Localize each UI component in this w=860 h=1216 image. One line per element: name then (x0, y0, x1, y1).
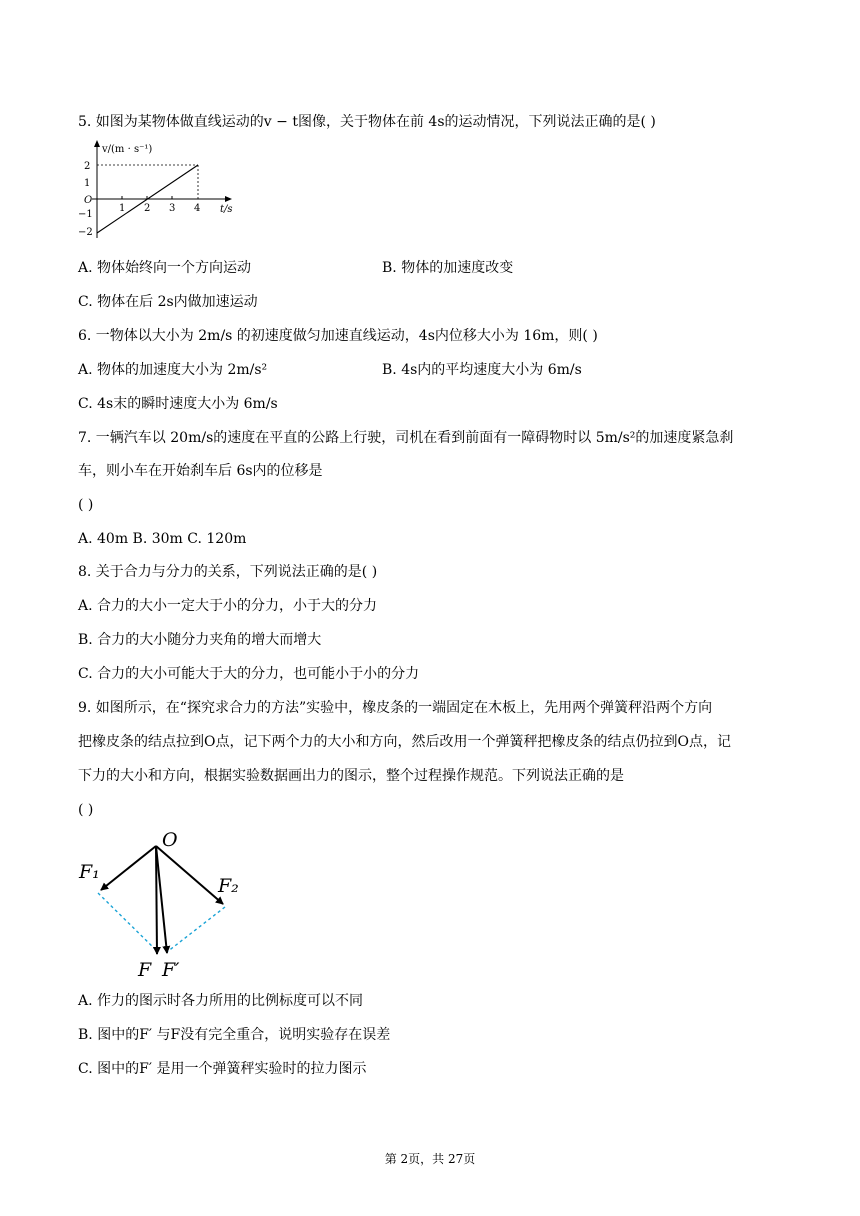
q7-stem-1: 7. 一辆汽车以 20m/s的速度在平直的公路上行驶，司机在看到前面有一障碍物时以 5m/s²的加速度紧急刹 (78, 430, 734, 446)
q9-stem-2: 把橡皮条的结点拉到O点，记下两个力的大小和方向，然后改用一个弹簧秤把橡皮条的结点仍拉到O点，记 (78, 734, 731, 750)
dashed-side-left (98, 893, 158, 952)
page-footer: 第 2页，共 27页 (384, 1152, 476, 1166)
q6-stem: 6. 一物体以大小为 2m/s 的初速度做匀加速直线运动，4s内位移大小为 16m，则( ) (78, 328, 598, 344)
y-axis-arrow (94, 140, 100, 147)
xtick-2: 2 (144, 203, 151, 214)
label-o: O (162, 829, 178, 851)
label-f2: F₂ (218, 875, 239, 897)
xtick-4: 4 (194, 203, 201, 214)
dashed-side-right (167, 907, 225, 952)
x-label: t/s (220, 204, 233, 215)
f2-arrow (156, 846, 223, 904)
label-f1: F₁ (79, 861, 100, 883)
q6-option-b: B. 4s内的平均速度大小为 6m/s (382, 362, 582, 378)
xtick-1: 1 (119, 203, 126, 214)
q7-stem-2: 车，则小车在开始刹车后 6s内的位移是 (78, 463, 323, 479)
q6-option-c: C. 4s末的瞬时速度大小为 6m/s (78, 396, 278, 412)
q7-options: A. 40m B. 30m C. 120m (78, 531, 247, 547)
label-f-prime: F′ (162, 959, 180, 981)
xtick-3: 3 (169, 203, 176, 214)
origin-label: O (84, 195, 93, 206)
q5-option-b: B. 物体的加速度改变 (382, 260, 514, 276)
ytick-1: 1 (84, 178, 91, 189)
q9-option-b: B. 图中的F′ 与F没有完全重合，说明实验存在误差 (78, 1027, 391, 1043)
q8-stem: 8. 关于合力与分力的关系，下列说法正确的是( ) (78, 564, 378, 580)
q6-option-a: A. 物体的加速度大小为 2m/s² (78, 362, 268, 378)
q5-option-c: C. 物体在后 2s内做加速运动 (78, 294, 258, 310)
ytick-2: 2 (84, 161, 91, 172)
q8-option-c: C. 合力的大小可能大于大的分力，也可能小于小的分力 (78, 666, 420, 682)
q8-option-a: A. 合力的大小一定大于小的分力，小于大的分力 (78, 598, 378, 614)
force-diagram (70, 826, 260, 982)
q9-stem-1: 9. 如图所示，在“探究求合力的方法”实验中，橡皮条的一端固定在木板上，先用两个弹簧秤沿两个方向 (78, 700, 713, 716)
ytick-neg2: −2 (78, 227, 93, 238)
q5-stem: 5. 如图为某物体做直线运动的v − t图像，关于物体在前 4s的运动情况，下列说法正确的是( ) (78, 114, 656, 130)
x-axis-arrow (225, 196, 232, 202)
q8-option-b: B. 合力的大小随分力夹角的增大而增大 (78, 632, 322, 648)
q9-stem-3: 下力的大小和方向，根据实验数据画出力的图示，整个过程操作规范。下列说法正确的是 (78, 768, 624, 784)
q9-option-c: C. 图中的F′ 是用一个弹簧秤实验时的拉力图示 (78, 1061, 367, 1077)
q7-paren: ( ) (78, 497, 94, 513)
q9-option-a: A. 作力的图示时各力所用的比例标度可以不同 (78, 993, 364, 1009)
q9-paren: ( ) (78, 802, 94, 818)
f1-arrow (101, 846, 156, 890)
q5-option-a: A. 物体始终向一个方向运动 (78, 260, 252, 276)
label-f: F (138, 959, 152, 981)
vt-graph (70, 138, 250, 244)
y-label: v/(m · s⁻¹) (102, 144, 153, 155)
ytick-neg1: −1 (78, 209, 93, 220)
